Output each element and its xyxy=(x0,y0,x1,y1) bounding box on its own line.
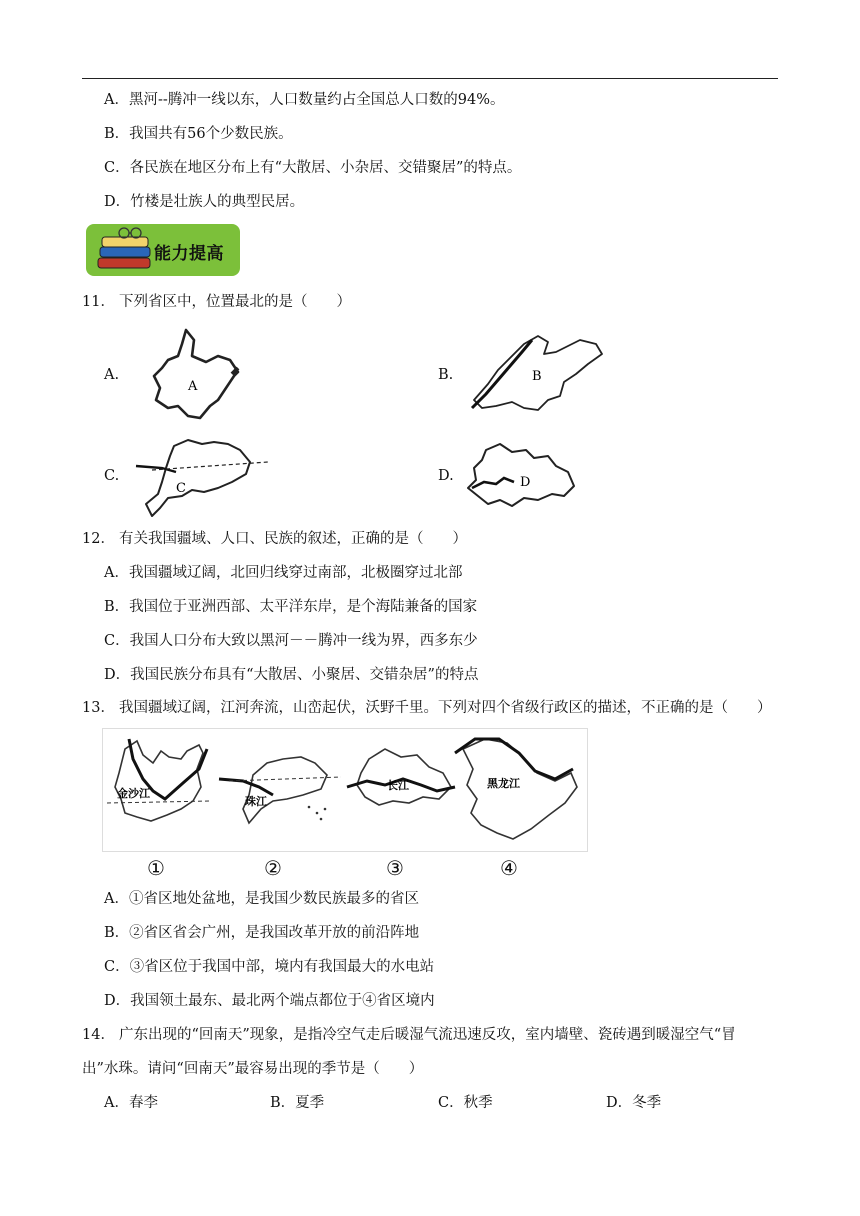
q13-river-4: 黑龙江 xyxy=(487,777,520,790)
q12-stem xyxy=(82,529,467,549)
q11-map-c-letter: C xyxy=(176,481,186,496)
q11-map-d-letter: D xyxy=(520,475,531,490)
q12-stem-text: 有关我国疆域、人口、民族的叙述，正确的是（ ） xyxy=(118,531,467,547)
q11-map-d xyxy=(464,438,584,514)
q14-stem-line1 xyxy=(82,1025,736,1045)
q13-circle-1: ① xyxy=(147,856,165,880)
q12-option-d: D．我国民族分布具有“大散居、小聚居、交错杂居”的特点 xyxy=(104,667,479,683)
header-rule xyxy=(82,78,778,79)
q11-map-b xyxy=(468,330,608,416)
q11-label-d: D. xyxy=(438,468,454,484)
q13-stem-text: 我国疆域辽阔，江河奔流，山峦起伏，沃野千里。下列对四个省级行政区的描述，不正确的是（ ） xyxy=(118,700,772,716)
q13-number: 13． xyxy=(82,700,115,716)
q13-option-d: D．我国领土最东、最北两个端点都位于④省区境内 xyxy=(104,993,435,1009)
q12-number: 12． xyxy=(82,531,115,547)
q13-map-strip xyxy=(102,728,588,852)
section-badge xyxy=(86,224,240,276)
q13-circle-3: ③ xyxy=(386,856,404,880)
q10-option-b: B．我国共有56个少数民族。 xyxy=(104,126,293,142)
q13-circle-2: ② xyxy=(264,856,282,880)
q13-river-2: 珠江 xyxy=(245,795,267,808)
q10-option-c: C．各民族在地区分布上有“大散居、小杂居、交错聚居”的特点。 xyxy=(104,160,522,176)
q13-river-3: 长江 xyxy=(387,779,409,792)
q11-label-a: A. xyxy=(104,367,120,383)
q11-stem-text: 下列省区中，位置最北的是（ ） xyxy=(118,294,351,310)
books-icon xyxy=(90,224,160,276)
q11-number: 11． xyxy=(82,294,115,310)
q14-option-d: D．冬季 xyxy=(606,1095,662,1111)
q13-option-c: C．③省区位于我国中部，境内有我国最大的水电站 xyxy=(104,959,435,975)
q11-stem xyxy=(82,292,351,312)
q11-map-a xyxy=(148,326,248,422)
q14-option-a: A．春李 xyxy=(104,1095,158,1111)
q11-map-a-letter: A xyxy=(188,379,198,394)
q13-map-3 xyxy=(347,749,455,805)
q11-map-c xyxy=(132,434,272,520)
q13-map-4 xyxy=(455,739,577,839)
q14-option-b: B．夏季 xyxy=(270,1095,325,1111)
q13-map-2 xyxy=(219,757,341,823)
q13-option-a: A．①省区地处盆地，是我国少数民族最多的省区 xyxy=(104,891,419,907)
q13-river-1: 金沙江 xyxy=(117,787,150,800)
q13-circle-4: ④ xyxy=(500,856,518,880)
q13-map-1 xyxy=(107,739,211,821)
q10-option-d: D．竹楼是壮族人的典型民居。 xyxy=(104,194,305,210)
q14-number: 14． xyxy=(82,1027,115,1043)
q14-stem-text-1: 广东出现的“回南天”现象，是指冷空气走后暖湿气流迅速反攻，室内墙壁、瓷砖遇到暖湿空气“冒 xyxy=(118,1027,736,1043)
q14-stem-line2: 出”水珠。请问“回南天”最容易出现的季节是（ ） xyxy=(82,1061,424,1077)
q12-option-b: B．我国位于亚洲西部、太平洋东岸，是个海陆兼备的国家 xyxy=(104,599,478,615)
q14-option-c: C．秋季 xyxy=(438,1095,493,1111)
q10-option-a: A．黑河--腾冲一线以东，人口数量约占全国总人口数的94%。 xyxy=(104,92,505,108)
section-badge-label: 能力提高 xyxy=(154,244,224,264)
q11-label-c: C. xyxy=(104,468,120,484)
q12-option-a: A．我国疆域辽阔，北回归线穿过南部，北极圈穿过北部 xyxy=(104,565,463,581)
q12-option-c: C．我国人口分布大致以黑河－－腾冲一线为界，西多东少 xyxy=(104,633,478,649)
q13-stem xyxy=(82,698,771,718)
q13-option-b: B．②省区省会广州，是我国改革开放的前沿阵地 xyxy=(104,925,420,941)
q11-map-b-letter: B xyxy=(532,369,542,384)
q11-label-b: B. xyxy=(438,367,454,383)
